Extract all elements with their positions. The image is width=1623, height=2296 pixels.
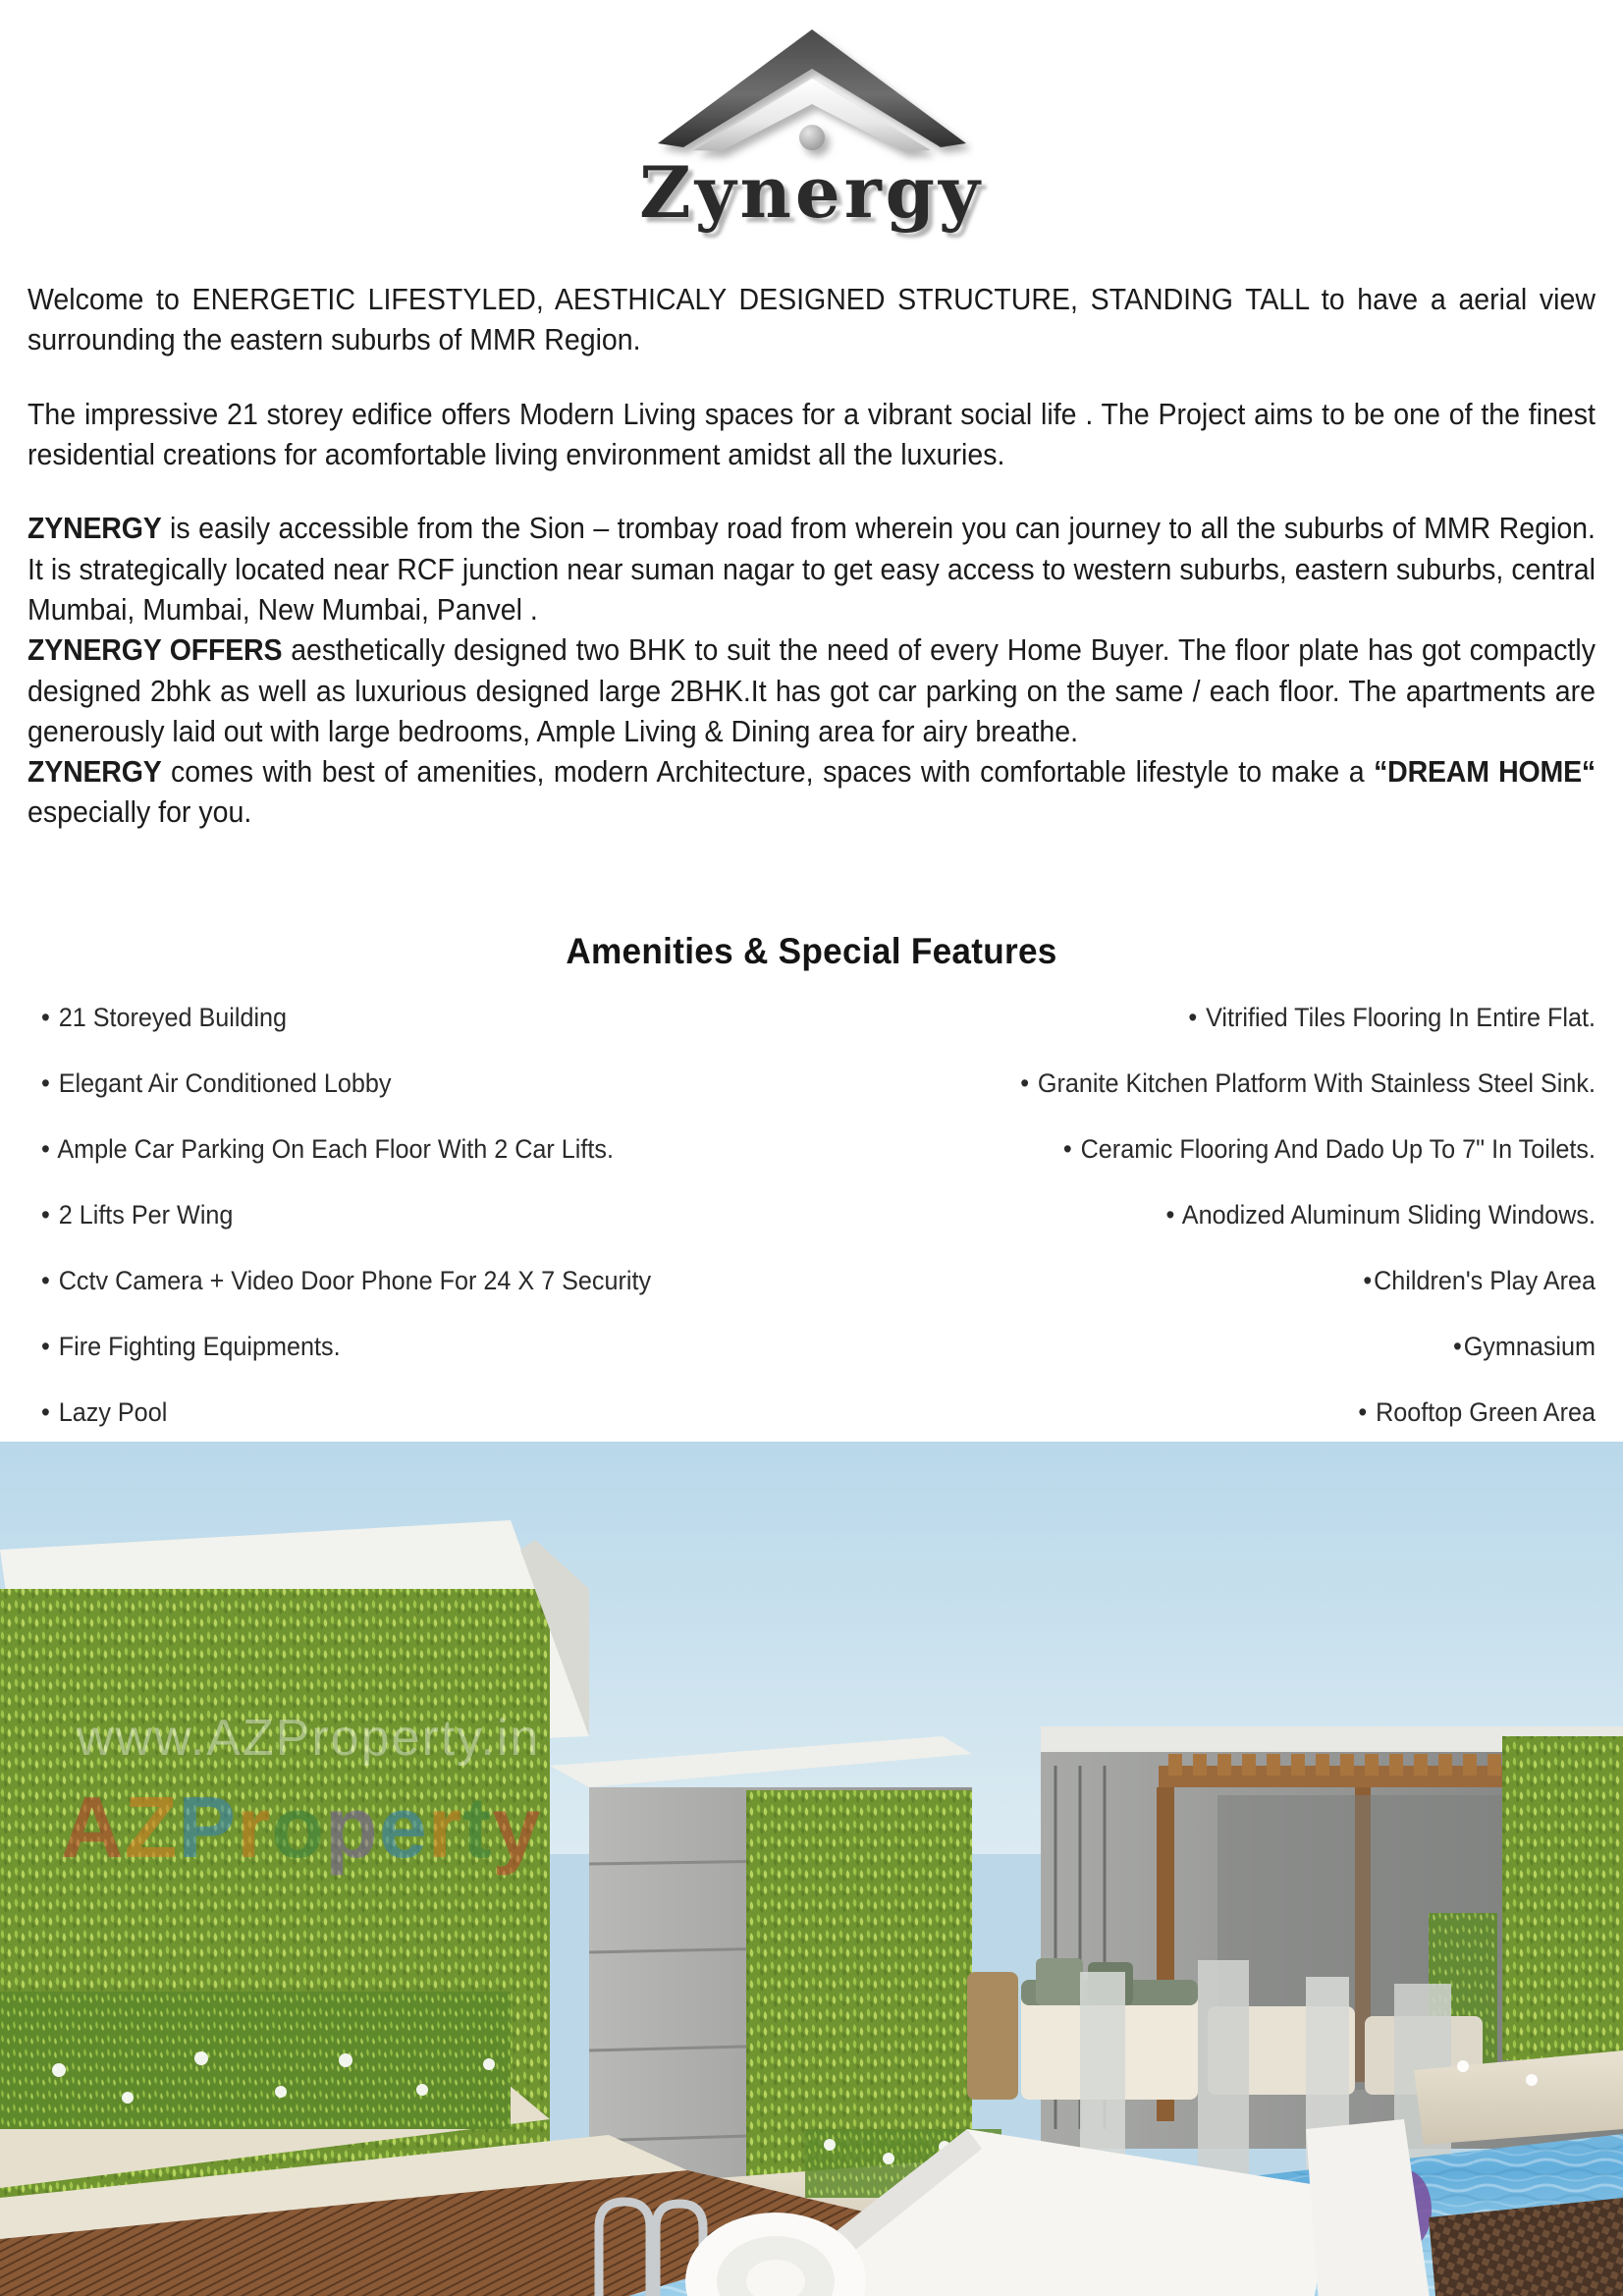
list-item [887, 1267, 1596, 1333]
list-item-label: Vitrified Tiles Flooring In Entire Flat. [1206, 1003, 1596, 1032]
bullet-icon: • [1363, 1266, 1375, 1295]
bullet-icon: • [1165, 1200, 1177, 1230]
list-item-label: Rooftop Green Area [1376, 1397, 1596, 1427]
list-item-label: Ample Car Parking On Each Floor With 2 Car Lifts. [57, 1134, 614, 1164]
list-item-label: Fire Fighting Equipments. [58, 1332, 341, 1361]
list-item [887, 1135, 1596, 1201]
list-item-label: Elegant Air Conditioned Lobby [58, 1068, 392, 1098]
list-item [41, 1069, 750, 1135]
dream-home-paragraph [27, 752, 1596, 834]
amenities-heading: Amenities & Special Features [566, 931, 1057, 971]
amenities-right-column [849, 1004, 1623, 1464]
bullet-icon: • [41, 1332, 52, 1361]
bullet-icon: • [41, 1068, 52, 1098]
brand-logo [0, 18, 1623, 258]
rooftop-pool-image [0, 1442, 1623, 2296]
amenities-left-column [0, 1004, 787, 1464]
accessibility-paragraph [27, 509, 1596, 630]
bullet-icon: • [41, 1397, 52, 1427]
bullet-icon: • [1452, 1332, 1464, 1361]
list-item-label: Gymnasium [1463, 1332, 1596, 1361]
bullet-icon: • [41, 1266, 52, 1295]
brand-wordmark: Zynergy [639, 150, 984, 234]
list-item [41, 1135, 750, 1201]
bullet-icon: • [41, 1134, 52, 1164]
list-item-label: Children's Play Area [1374, 1266, 1596, 1295]
intro-paragraph-2: The impressive 21 storey edifice offers Modern Living spaces for a vibrant social life . The Project aims to be one of the finest residential creations for acomfortable living environment amidst all the luxuries. [27, 397, 1596, 471]
zynergy-offers-bold: ZYNERGY OFFERS [27, 633, 283, 668]
list-item [41, 1004, 750, 1069]
list-item-label: 2 Lifts Per Wing [58, 1200, 234, 1230]
bullet-icon: • [1062, 1134, 1074, 1164]
brochure-copy [27, 280, 1596, 834]
list-item [887, 1201, 1596, 1267]
offers-text: aesthetically designed two BHK to suit the need of every Home Buyer. The floor plate has got compactly designed 2bhk as well as luxurious designed large 2BHK.It has got car parking on the same / each floor. The apartments are generously laid out with large bedrooms, Ample Living & Dining area for airy breathe. [27, 633, 1596, 748]
zynergy-bold-2: ZYNERGY [27, 755, 162, 790]
chevron-arrow-logo-icon [650, 18, 974, 175]
list-item [41, 1201, 750, 1267]
bullet-icon: • [1358, 1397, 1370, 1427]
dream-home-bold: “DREAM HOME“ [1374, 755, 1596, 790]
bullet-icon: • [41, 1003, 52, 1032]
list-item [887, 1004, 1596, 1069]
list-item [887, 1333, 1596, 1398]
list-item [887, 1069, 1596, 1135]
zynergy-bold-1: ZYNERGY [27, 512, 162, 546]
list-item [41, 1267, 750, 1333]
bullet-icon: • [1020, 1068, 1031, 1098]
list-item-label: Granite Kitchen Platform With Stainless Steel Sink. [1037, 1068, 1596, 1098]
bullet-icon: • [1188, 1003, 1200, 1032]
list-item-label: Anodized Aluminum Sliding Windows. [1181, 1200, 1596, 1230]
accessibility-text: is easily accessible from the Sion – trombay road from wherein you can journey to all the suburbs of MMR Region. It is strategically located near RCF junction near suman nagar to get easy access to western suburbs, eastern suburbs, central Mumbai, Mumbai, New Mumbai, Panvel . [27, 512, 1596, 627]
list-item-label: Cctv Camera + Video Door Phone For 24 X 7 Security [58, 1266, 652, 1295]
dream-home-tail: especially for you. [27, 795, 252, 830]
list-item-label: Lazy Pool [58, 1397, 168, 1427]
dream-home-text: comes with best of amenities, modern Architecture, spaces with comfortable lifestyle to make a [161, 755, 1375, 790]
list-item [41, 1333, 750, 1398]
offers-paragraph [27, 630, 1596, 752]
list-item-label: 21 Storeyed Building [58, 1003, 288, 1032]
intro-paragraph-1: Welcome to ENERGETIC LIFESTYLED, AESTHICALY DESIGNED STRUCTURE, STANDING TALL to have a aerial view surrounding the eastern suburbs of MMR Region. [27, 283, 1596, 357]
amenities-section [0, 1004, 1623, 1464]
watermark-brand: AZProperty [61, 1778, 542, 1876]
list-item-label: Ceramic Flooring And Dado Up To 7" In Toilets. [1080, 1134, 1596, 1164]
watermark-url: www.AZProperty.in [77, 1710, 541, 1767]
bullet-icon: • [41, 1200, 52, 1230]
